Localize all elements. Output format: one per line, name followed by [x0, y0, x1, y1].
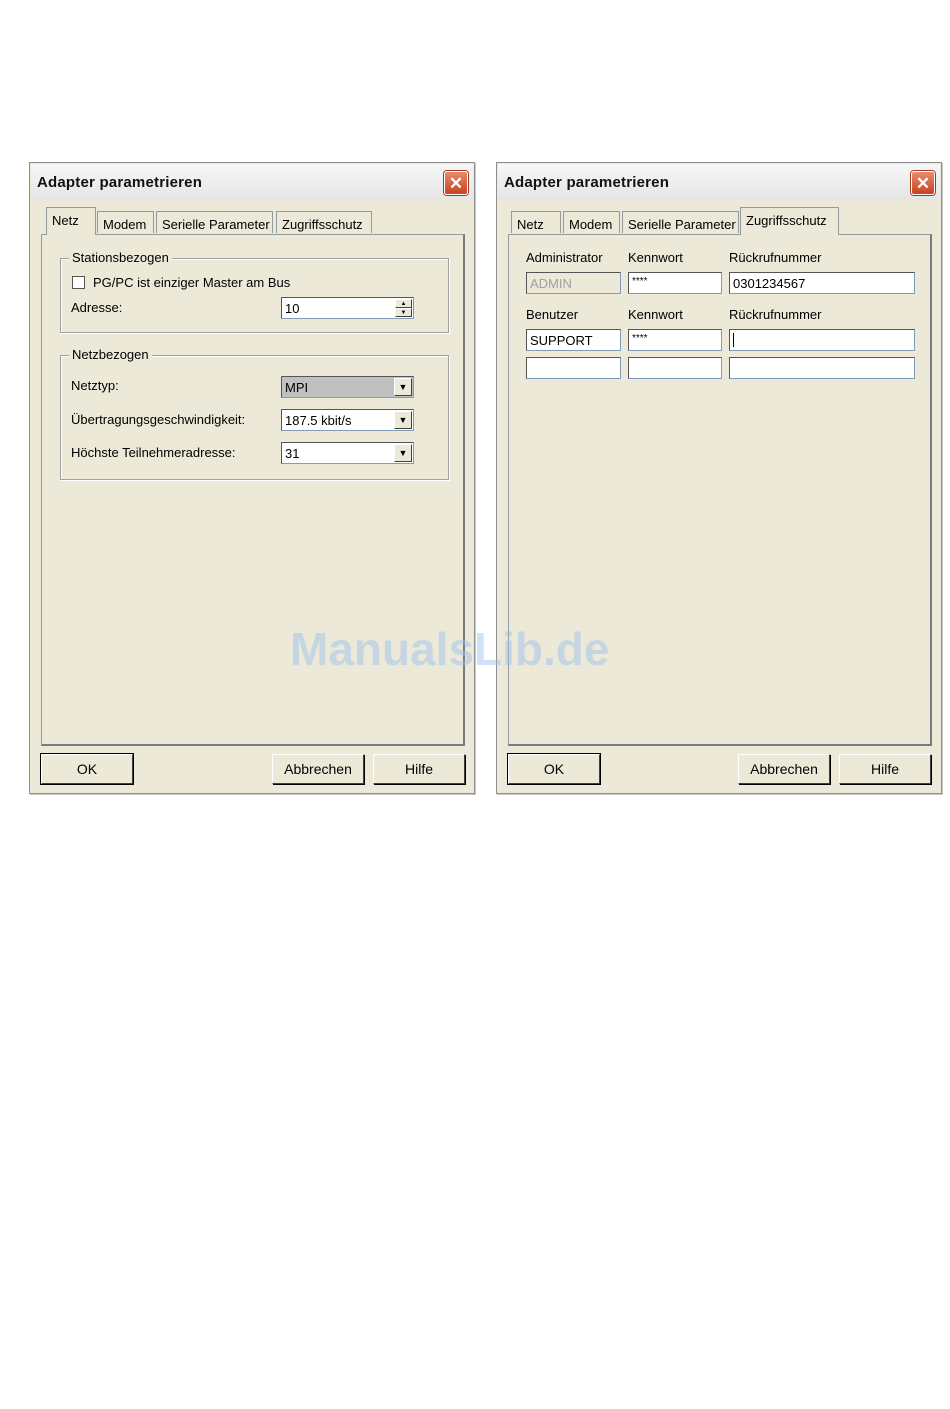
address-value: 10 — [285, 301, 300, 316]
chevron-down-icon[interactable]: ▼ — [394, 411, 412, 429]
user-password-field[interactable]: **** — [628, 329, 722, 351]
tab-zugriffsschutz[interactable]: Zugriffsschutz — [740, 207, 839, 235]
user-name-field[interactable]: SUPPORT — [526, 329, 621, 351]
speed-value: 187.5 kbit/s — [285, 413, 352, 428]
user-callback-field[interactable] — [729, 357, 915, 379]
tab-modem[interactable]: Modem — [563, 211, 620, 233]
dialog-zugriffsschutz — [496, 162, 942, 794]
ok-button[interactable]: OK — [508, 754, 600, 784]
help-button[interactable]: Hilfe — [373, 754, 465, 784]
user-column-header: Benutzer — [526, 307, 579, 322]
user-name-field[interactable] — [526, 357, 621, 379]
cancel-button[interactable]: Abbrechen — [272, 754, 364, 784]
ok-button[interactable]: OK — [41, 754, 133, 784]
nettype-label: Netztyp: — [71, 378, 119, 393]
highest-address-label: Höchste Teilnehmeradresse: — [71, 445, 236, 460]
group-legend: Stationsbezogen — [69, 250, 172, 265]
title-bar[interactable] — [31, 164, 473, 200]
tab-serielle-parameter[interactable]: Serielle Parameter — [622, 211, 739, 233]
group-legend: Netzbezogen — [69, 347, 152, 362]
tab-serielle-parameter[interactable]: Serielle Parameter — [156, 211, 273, 233]
title-bar[interactable] — [498, 164, 940, 200]
highest-address-value: 31 — [285, 446, 300, 461]
user-callback-field[interactable] — [729, 329, 915, 351]
master-checkbox[interactable] — [72, 276, 85, 289]
chevron-down-icon[interactable]: ▼ — [394, 378, 412, 396]
password-column-header: Kennwort — [628, 250, 683, 265]
close-icon[interactable]: ✕ — [444, 171, 468, 195]
address-label: Adresse: — [71, 300, 123, 315]
spin-buttons[interactable] — [395, 299, 412, 317]
spin-down-icon[interactable]: ▼ — [395, 308, 412, 317]
admin-column-header: Administrator — [526, 250, 603, 265]
speed-label: Übertragungsgeschwindigkeit: — [71, 412, 246, 427]
spin-up-icon[interactable]: ▲ — [395, 299, 412, 308]
tab-modem[interactable]: Modem — [97, 211, 154, 233]
close-icon[interactable]: ✕ — [911, 171, 935, 195]
dialog-netz — [29, 162, 475, 794]
tab-zugriffsschutz[interactable]: Zugriffsschutz — [276, 211, 372, 233]
help-button[interactable]: Hilfe — [839, 754, 931, 784]
chevron-down-icon[interactable]: ▼ — [394, 444, 412, 462]
dialog-title: Adapter parametrieren — [37, 174, 203, 191]
callback-column-header: Rückrufnummer — [729, 307, 822, 322]
user-password-field[interactable] — [628, 357, 722, 379]
speed-select[interactable] — [281, 409, 414, 431]
watermark: ManualsLib.de — [290, 623, 610, 675]
group-netzbezogen — [60, 347, 449, 480]
nettype-select[interactable] — [281, 376, 414, 398]
nettype-value: MPI — [285, 380, 309, 395]
admin-callback-field[interactable]: 0301234567 — [729, 272, 915, 294]
tab-netz[interactable]: Netz — [46, 207, 96, 235]
group-stationsbezogen — [60, 250, 449, 333]
address-spinbox[interactable] — [281, 297, 414, 319]
cancel-button[interactable]: Abbrechen — [738, 754, 830, 784]
callback-column-header: Rückrufnummer — [729, 250, 822, 265]
highest-address-select[interactable] — [281, 442, 414, 464]
master-checkbox-label: PG/PC ist einziger Master am Bus — [93, 275, 291, 290]
tab-netz[interactable]: Netz — [511, 211, 561, 233]
password-column-header: Kennwort — [628, 307, 683, 322]
dialog-title: Adapter parametrieren — [504, 174, 670, 191]
admin-name-field: ADMIN — [526, 272, 621, 294]
admin-password-field[interactable]: **** — [628, 272, 722, 294]
text-cursor — [733, 333, 734, 347]
